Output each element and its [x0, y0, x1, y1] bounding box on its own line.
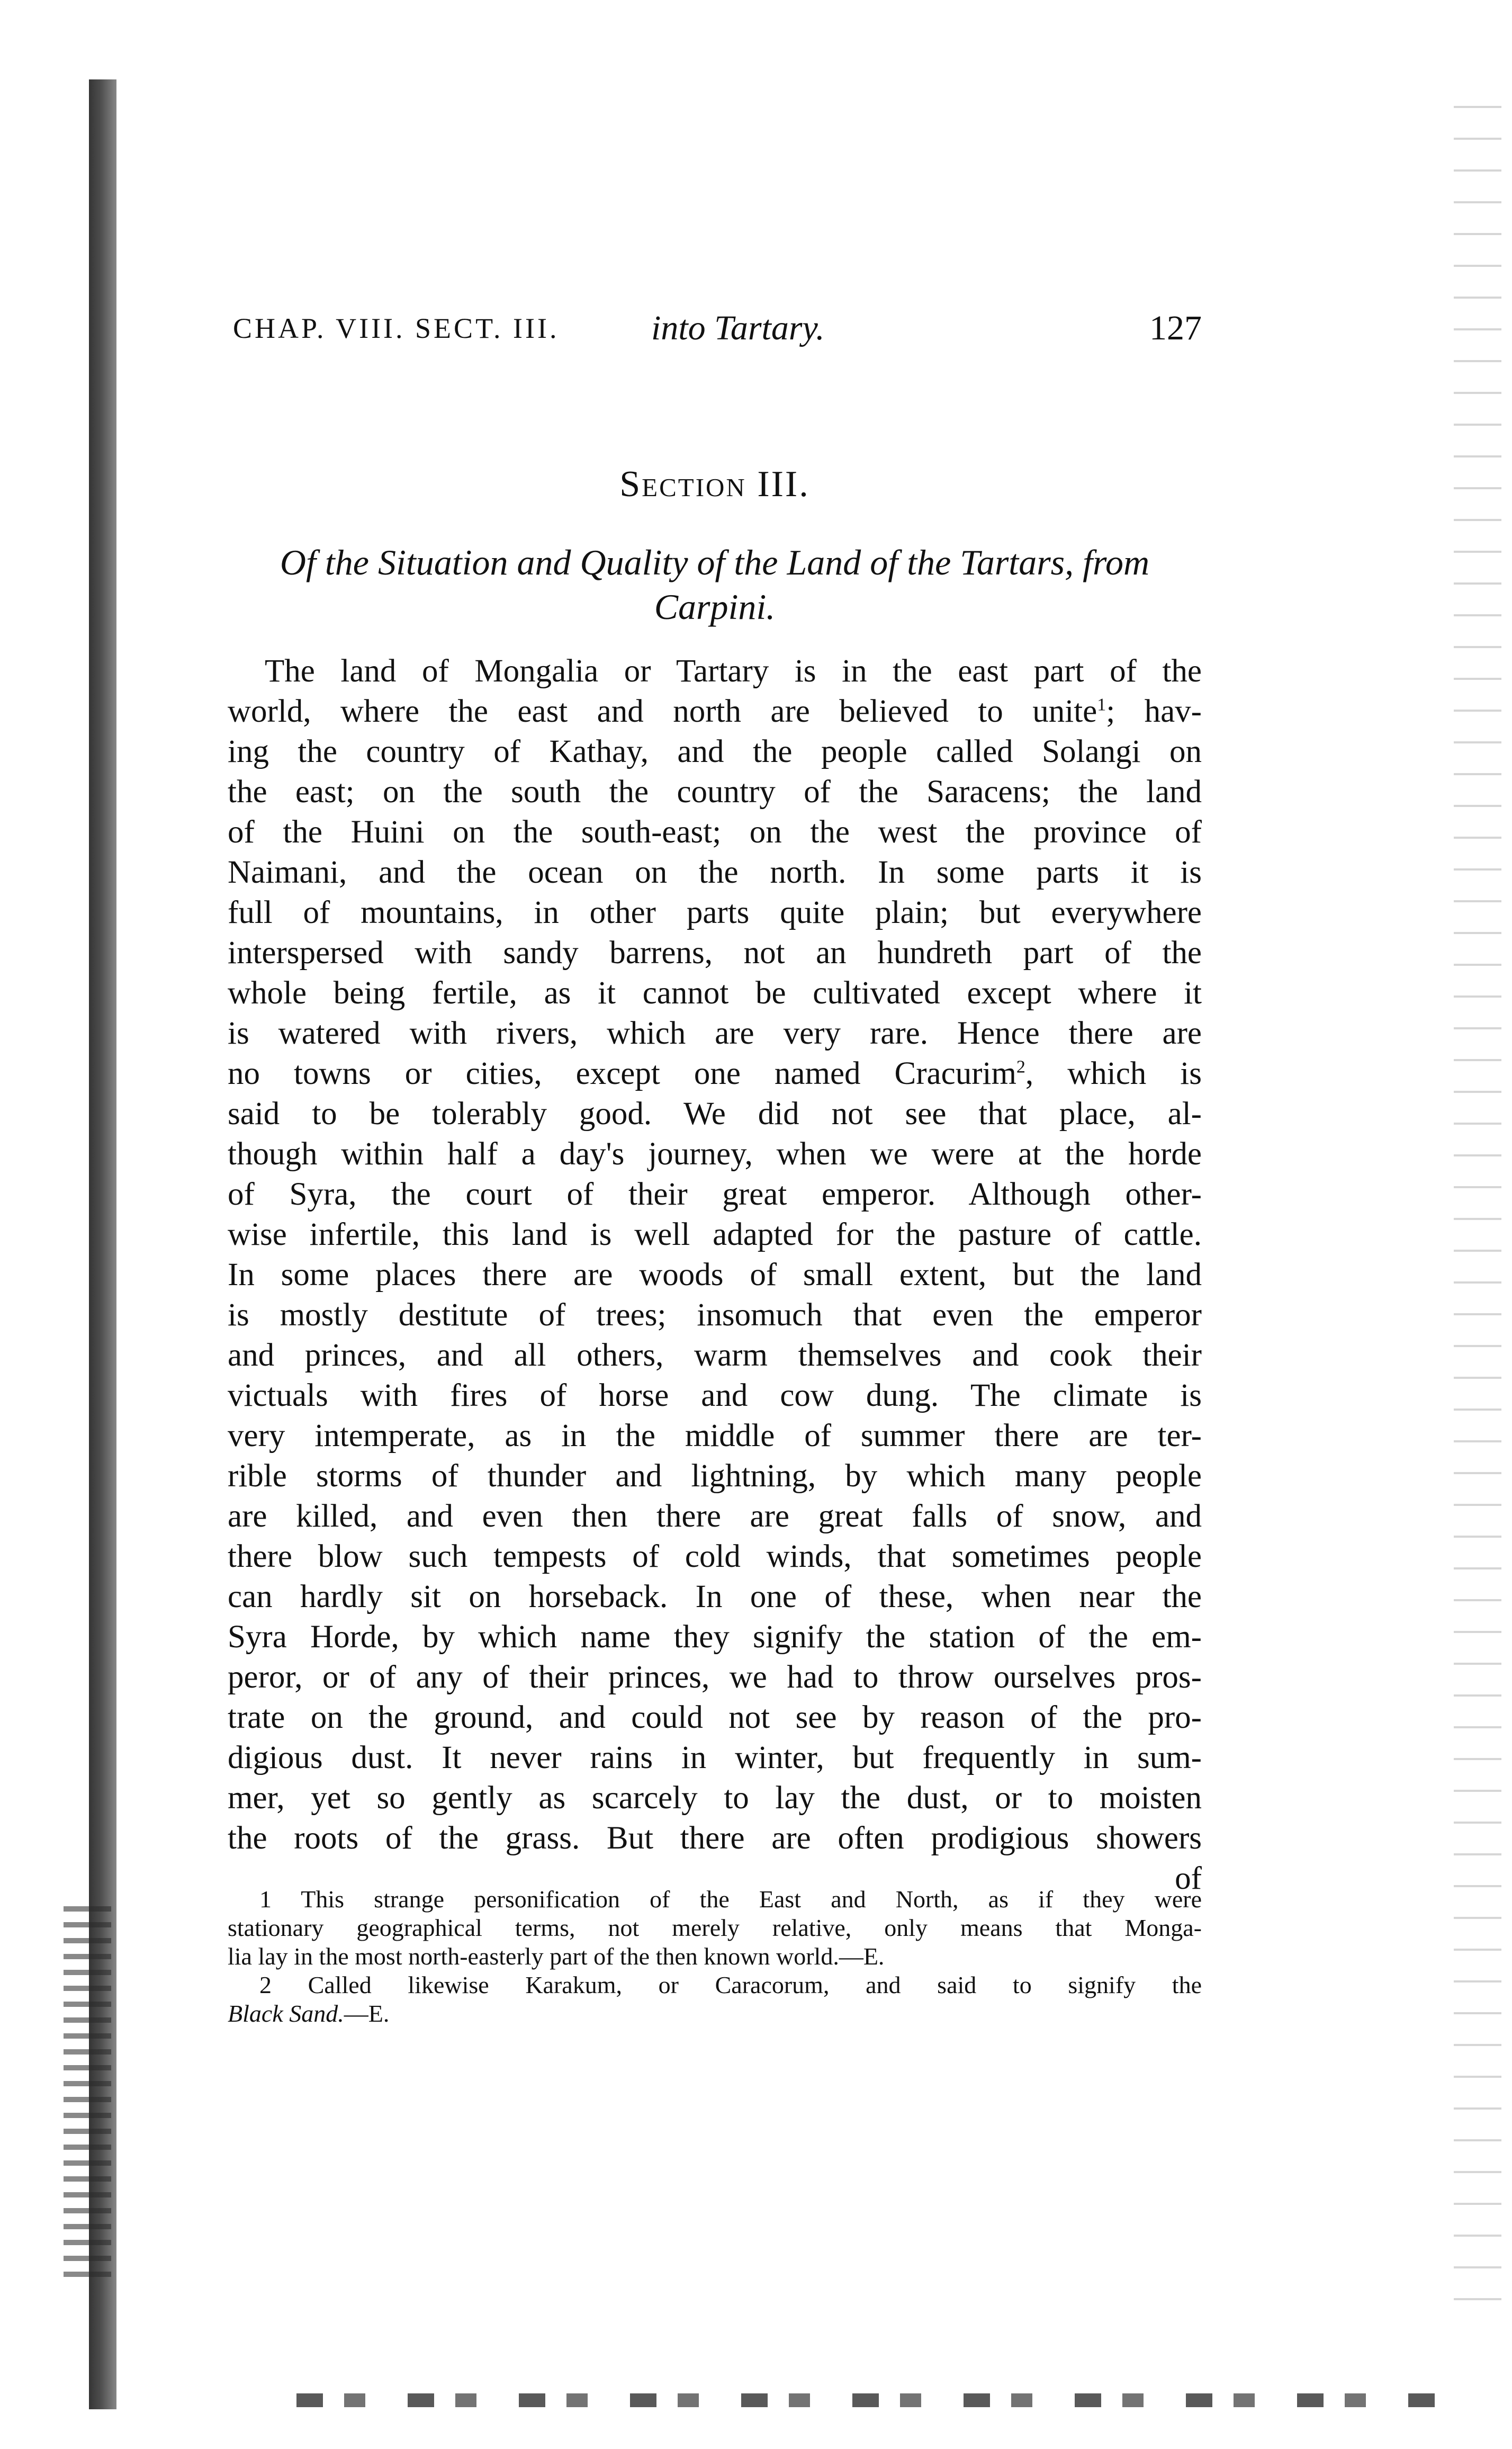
footnotes: [228, 1885, 1202, 2028]
text-line: the east; on the south the country of the Saracens; the land: [228, 774, 1202, 810]
section-title: Section III.: [619, 464, 810, 505]
text-line: trate on the ground, and could not see by reason of the pro-: [228, 1700, 1202, 1735]
text-line: full of mountains, in other parts quite plain; but everywhere: [228, 895, 1202, 930]
running-head: [228, 304, 1202, 352]
body-text: [228, 651, 1202, 1899]
text-line: rible storms of thunder and lightning, by which many people: [228, 1458, 1202, 1494]
text-line: though within half a day's journey, when we were at the horde: [228, 1136, 1202, 1172]
text-line: wise infertile, this land is well adapted for the pasture of cattle.: [228, 1217, 1202, 1252]
text-line: ing the country of Kathay, and the people called Solangi on: [228, 734, 1202, 769]
text-line: is watered with rivers, which are very rare. Hence there are: [228, 1016, 1202, 1051]
section-subtitle-line-1: Of the Situation and Quality of the Land of the Tartars, from: [280, 542, 1150, 582]
text-line: [228, 692, 1202, 732]
footnote-2-line: [228, 1999, 1202, 2028]
text-line: whole being fertile, as it cannot be cultivated except where it: [228, 975, 1202, 1011]
footnote-2-italic: Black Sand.: [228, 2000, 344, 2027]
text-line: In some places there are woods of small extent, but the land: [228, 1257, 1202, 1293]
text-fragment: no towns or cities, except one named Cracurim: [228, 1056, 1016, 1091]
running-title: into Tartary.: [651, 309, 825, 347]
footnote-ref-2: 2: [1016, 1057, 1025, 1077]
text-line: can hardly sit on horseback. In one of these, when near the: [228, 1579, 1202, 1614]
text-line: of Syra, the court of their great emperor. Although other-: [228, 1177, 1202, 1212]
text-fragment: ; hav-: [1106, 694, 1202, 729]
footnote-1-line: stationary geographical terms, not merely relative, only means that Monga-: [228, 1914, 1202, 1941]
text-line: [228, 1054, 1202, 1094]
text-line: Syra Horde, by which name they signify the station of the em-: [228, 1619, 1202, 1655]
text-fragment: world, where the east and north are believed to unite: [228, 694, 1097, 729]
text-line: of the Huini on the south-east; on the west the province of: [228, 814, 1202, 850]
text-line: the roots of the grass. But there are often prodigious showers: [228, 1820, 1202, 1856]
text-line: The land of Mongalia or Tartary is in the east part of the: [265, 653, 1202, 689]
footnote-2-line: 2 Called likewise Karakum, or Caracorum, and said to signify the: [259, 1971, 1202, 1998]
footnote-1-line: lia lay in the most north-easterly part of the then known world.—E.: [228, 1943, 885, 1970]
text-line: mer, yet so gently as scarcely to lay the dust, or to moisten: [228, 1780, 1202, 1816]
catchword: of: [1175, 1861, 1202, 1896]
section-subtitle: [228, 540, 1202, 629]
text-line: very intemperate, as in the middle of summer there are ter-: [228, 1418, 1202, 1454]
footnote-2-end: —E.: [344, 2000, 390, 2027]
text-line: peror, or of any of their princes, we had to throw ourselves pros-: [228, 1659, 1202, 1695]
page-number: 127: [1149, 309, 1202, 347]
text-line: victuals with fires of horse and cow dung. The climate is: [228, 1378, 1202, 1413]
section-subtitle-line-2: Carpini.: [654, 587, 776, 627]
chapter-section-label: CHAP. VIII. SECT. III.: [233, 312, 560, 344]
text-line: Naimani, and the ocean on the north. In some parts it is: [228, 855, 1202, 890]
footnote-ref-1: 1: [1097, 695, 1106, 715]
text-line: is mostly destitute of trees; insomuch that even the emperor: [228, 1297, 1202, 1333]
text-line: there blow such tempests of cold winds, that sometimes people: [228, 1539, 1202, 1574]
text-line: digious dust. It never rains in winter, but frequently in sum-: [228, 1740, 1202, 1775]
text-fragment: , which is: [1025, 1056, 1202, 1091]
footnote-1-line: 1 This strange personification of the East and North, as if they were: [259, 1886, 1202, 1913]
text-line: and princes, and all others, warm themselves and cook their: [228, 1338, 1202, 1373]
text-line: are killed, and even then there are great falls of snow, and: [228, 1499, 1202, 1534]
text-line: said to be tolerably good. We did not see that place, al-: [228, 1096, 1202, 1132]
text-line: interspersed with sandy barrens, not an hundreth part of the: [228, 935, 1202, 971]
